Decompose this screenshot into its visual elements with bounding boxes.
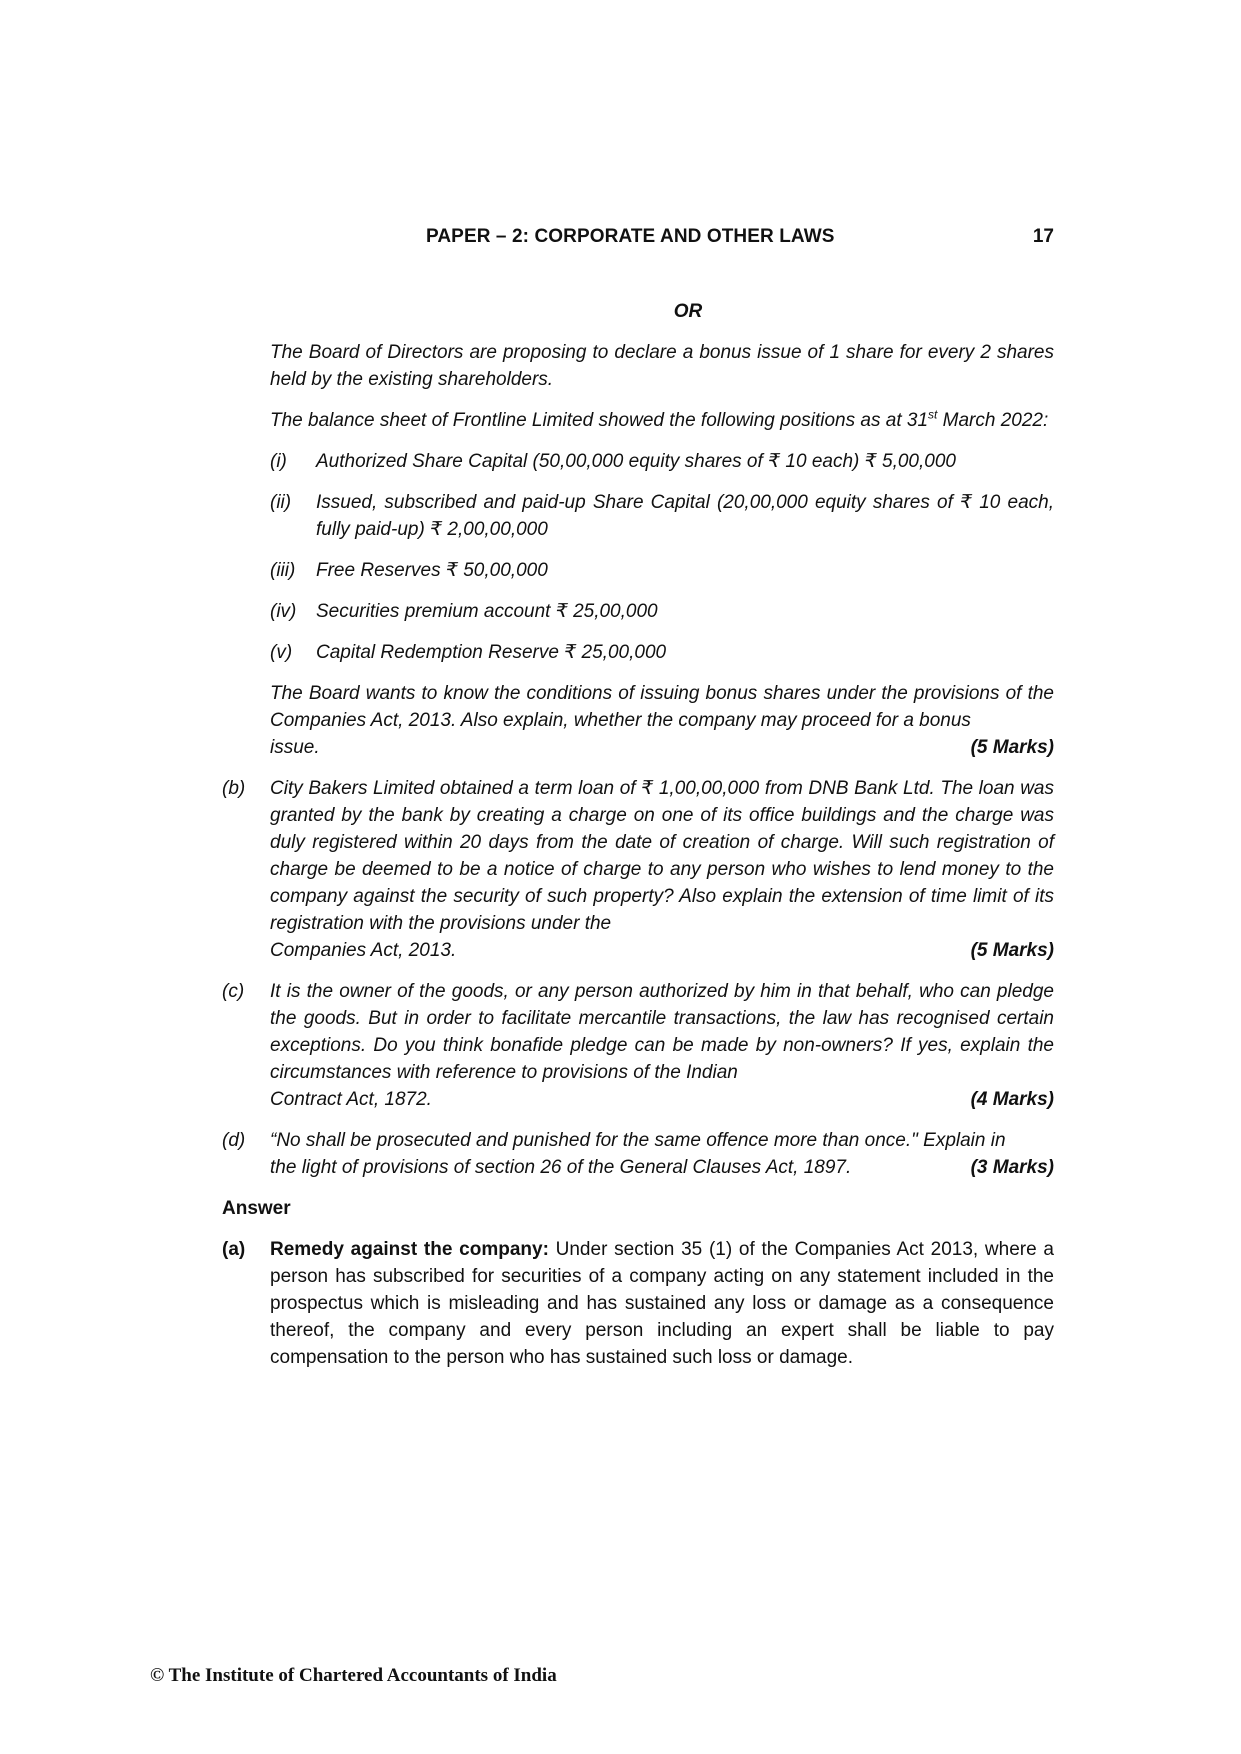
list-item-text: Free Reserves ₹ 50,00,000 [316,560,548,581]
question-last-line [270,1154,1054,1181]
question-last-line [270,1086,1054,1113]
list-item [270,448,1054,475]
question-body [270,775,1054,964]
list-item-number: (v) [270,642,293,663]
question-last: the light of provisions of section 26 of the General Clauses Act, 1897. [270,1157,852,1178]
balance-sheet-intro-end: March 2022: [937,410,1049,431]
or-label: OR [673,301,703,322]
board-question-text: The Board wants to know the conditions of issuing bonus shares under the provisions of the Companies Act, 2013. Also explain, whether the company may proceed for a bonus [270,683,1054,731]
list-item [270,557,1054,584]
list-item-text: Authorized Share Capital (50,00,000 equity shares of ₹ 10 each) ₹ 5,00,000 [316,451,956,472]
date-suffix: st [928,407,938,422]
board-question [270,680,1054,761]
balance-sheet-intro-text: The balance sheet of Frontline Limited showed the following positions as at 31 [270,410,929,431]
list-item [270,489,1054,543]
balance-sheet-items [270,448,1054,666]
list-item [270,639,1054,666]
question-text: City Bakers Limited obtained a term loan of ₹ 1,00,00,000 from DNB Bank Ltd. The loan was granted by the bank by creating a charge on one of its office buildings and the charge was duly registered within 20 days from the date of creation of charge. Will such registration of charge be deemed to be a notice of charge to any person who wishes to lend money to the company against the security of such property? Also explain the extension of time limit of its registration with the provisions under the [270,778,1054,934]
board-question-last: issue. [270,737,320,758]
answer-heading: Answer [222,1198,291,1219]
list-item-text: Securities premium account ₹ 25,00,000 [316,601,658,622]
list-item-number: (iii) [270,560,296,581]
list-item-text: Issued, subscribed and paid-up Share Capital (20,00,000 equity shares of ₹ 10 each, fully paid-up) ₹ 2,00,00,000 [316,492,1054,540]
answer-lead: Remedy against the company: [270,1239,549,1260]
list-item-number: (i) [270,451,287,472]
question-d [222,1127,1054,1181]
question-b [222,775,1054,964]
paper-title: PAPER – 2: CORPORATE AND OTHER LAWS [426,226,835,247]
question-last: Contract Act, 1872. [270,1089,432,1110]
question-body [270,978,1054,1113]
question-text: It is the owner of the goods, or any person authorized by him in that behalf, who can pledge the goods. But in order to facilitate mercantile transactions, the law has recognised certain exceptions. Do you think bonafide pledge can be made by non-owners? If yes, explain the circumstances with reference to provisions of the Indian [270,981,1054,1083]
list-item-number: (ii) [270,492,292,513]
marks-label: (5 Marks) [970,737,1054,758]
question-body [270,1127,1054,1181]
balance-sheet-intro [270,407,1054,434]
question-last: Companies Act, 2013. [270,940,457,961]
marks-label: (4 Marks) [970,1089,1054,1110]
answer-text: Under section 35 (1) of the Companies Act 2013, where a person has subscribed for securities of a company acting on any statement included in the prospectus which is misleading and has sustained any loss or damage as a consequence thereof, the company and every person including an expert shall be liable to pay compensation to the person who has sustained such loss or damage. [270,1239,1054,1368]
answer-a [222,1236,1054,1371]
page-header [426,226,1054,256]
document-body [222,298,1054,1371]
copyright-footer: © The Institute of Chartered Accountants of India [150,1665,557,1686]
marks-label: (5 Marks) [970,940,1054,961]
question-c [222,978,1054,1113]
question-number: (c) [222,981,245,1002]
marks-label: (3 Marks) [970,1157,1054,1178]
list-item-text: Capital Redemption Reserve ₹ 25,00,000 [316,642,667,663]
question-text: “No shall be prosecuted and punished for the same offence more than once." Explain in [270,1130,1006,1151]
list-item [270,598,1054,625]
intro-paragraph: The Board of Directors are proposing to declare a bonus issue of 1 share for every 2 shares held by the existing shareholders. [270,342,1054,390]
question-number: (d) [222,1130,246,1151]
answer-number: (a) [222,1239,246,1260]
answer-body [270,1236,1054,1371]
list-item-number: (iv) [270,601,297,622]
board-question-last-line [270,734,1054,761]
question-number: (b) [222,778,246,799]
page-number: 17 [1032,226,1054,247]
question-last-line [270,937,1054,964]
